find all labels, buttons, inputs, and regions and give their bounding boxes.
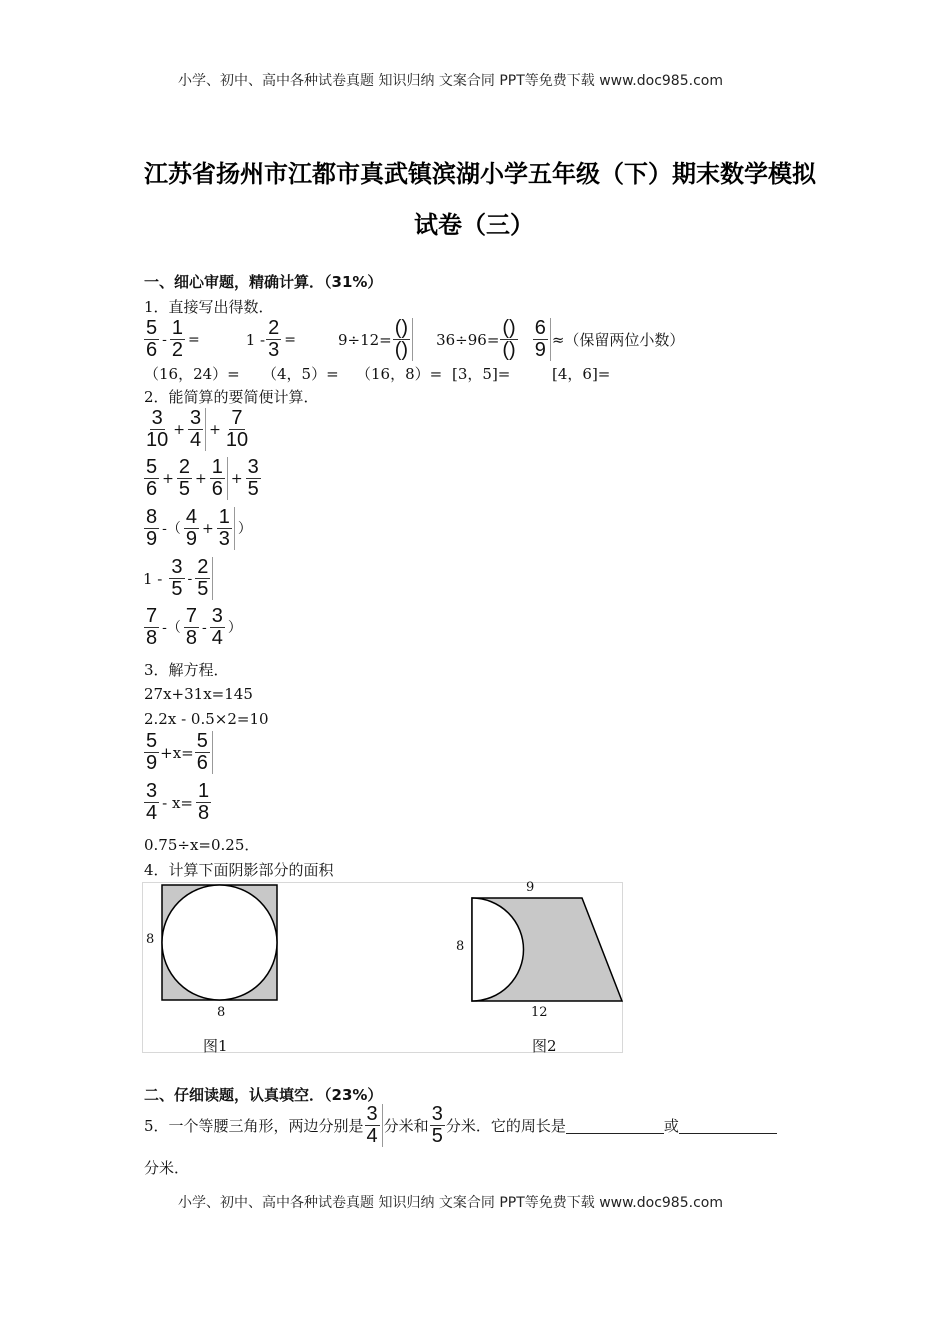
fraction: $\frac{2}{3}$ bbox=[268, 317, 280, 361]
blank-fraction: $\frac{()}{()}$ bbox=[393, 318, 413, 361]
answer-blank-1[interactable] bbox=[566, 1117, 664, 1134]
equation-1: 27x+31x=145 bbox=[144, 685, 253, 703]
q2-expr-1: $\frac{3}{10}$ + $\frac{3}{4}$ + $\frac{7}{10}$ bbox=[146, 407, 249, 451]
page-header: 小学、初中、高中各种试卷真题 知识归纳 文案合同 PPT等免费下载 www.doc985.com bbox=[178, 73, 723, 89]
figure-1-square-with-circle bbox=[162, 885, 277, 1000]
fig2-caption: 图2 bbox=[532, 1037, 557, 1055]
title-line-2: 试卷（三） bbox=[414, 211, 534, 239]
fraction: $\frac{1}{2}$ bbox=[171, 317, 183, 361]
equation-2: 2.2x - 0.5×2=10 bbox=[144, 710, 269, 728]
figure-2-trapezoid-with-semicircle bbox=[472, 898, 622, 1001]
q1-label: 1．直接写出得数． bbox=[144, 298, 274, 316]
blank-fraction: $\frac{()}{()}$ bbox=[502, 317, 516, 361]
equation-5: 0.75÷x=0.25． bbox=[144, 836, 260, 854]
q2-expr-5: $\frac{7}{8}$ -（ $\frac{7}{8}$ - $\frac{3}{4}$ ） bbox=[146, 605, 242, 649]
area-figures bbox=[142, 882, 624, 1054]
lcm-item: [3，5]= bbox=[452, 365, 511, 383]
gcd-item: （16，24）= bbox=[144, 365, 240, 383]
q2-label: 2．能简算的要简便计算． bbox=[144, 388, 319, 406]
section-1-heading: 一、细心审题，精确计算．（31%） bbox=[144, 273, 383, 291]
q5-tail: 分米． bbox=[144, 1159, 190, 1177]
fraction: $\frac{6}{9}$ bbox=[533, 318, 551, 361]
page-footer: 小学、初中、高中各种试卷真题 知识归纳 文案合同 PPT等免费下载 www.doc985.com bbox=[178, 1195, 723, 1211]
q2-expr-4: 1 - $\frac{3}{5}$ - $\frac{2}{5}$ bbox=[143, 557, 214, 600]
answer-blank-2[interactable] bbox=[679, 1117, 777, 1134]
gcd-item: （4，5）= bbox=[262, 365, 339, 383]
fig1-bottom-label: 8 bbox=[217, 1005, 226, 1020]
title-line-1: 江苏省扬州市江都市真武镇滨湖小学五年级（下）期末数学模拟 bbox=[144, 160, 816, 188]
equation-3: $\frac{5}{9}$ +x= $\frac{5}{6}$ bbox=[143, 731, 214, 774]
q5-line: 5．一个等腰三角形，两边分别是 $\frac{3}{4}$ 分米和 $\frac{3}{5}$ 分米．它的周长是 或 bbox=[144, 1104, 777, 1147]
section-2-heading: 二、仔细读题，认真填空．（23%） bbox=[144, 1086, 383, 1104]
fig2-bottom-label: 12 bbox=[531, 1005, 548, 1020]
equation-4: $\frac{3}{4}$ - x= $\frac{1}{8}$ bbox=[146, 780, 210, 824]
q2-expr-3: $\frac{8}{9}$ -（ $\frac{4}{9}$ + $\frac{1}{3}$ ） bbox=[146, 506, 252, 550]
fig1-left-label: 8 bbox=[146, 932, 155, 947]
q2-expr-2: $\frac{5}{6}$ + $\frac{2}{5}$ + $\frac{1}{6}$ + $\frac{3}{5}$ bbox=[146, 456, 259, 500]
q3-label: 3．解方程． bbox=[144, 661, 229, 679]
fig1-caption: 图1 bbox=[203, 1037, 228, 1055]
q4-label: 4．计算下面阴影部分的面积 bbox=[144, 861, 334, 879]
fig2-top-label: 9 bbox=[526, 880, 535, 895]
gcd-item: （16，8）= bbox=[356, 365, 443, 383]
fraction: $\frac{5}{6}$ bbox=[146, 317, 158, 361]
q1-row1: $\frac{5}{6}$ - $\frac{1}{2}$ = 1 - $\frac{2}{3}$ = 9÷12= $\frac{()}{()}$ 36÷96= $\frac{()}{()}$ $\frac{6}{9}$ ≈（保留两位小数） bbox=[146, 317, 685, 361]
lcm-item: [4，6]= bbox=[552, 365, 611, 383]
fig2-left-label: 8 bbox=[456, 939, 465, 954]
